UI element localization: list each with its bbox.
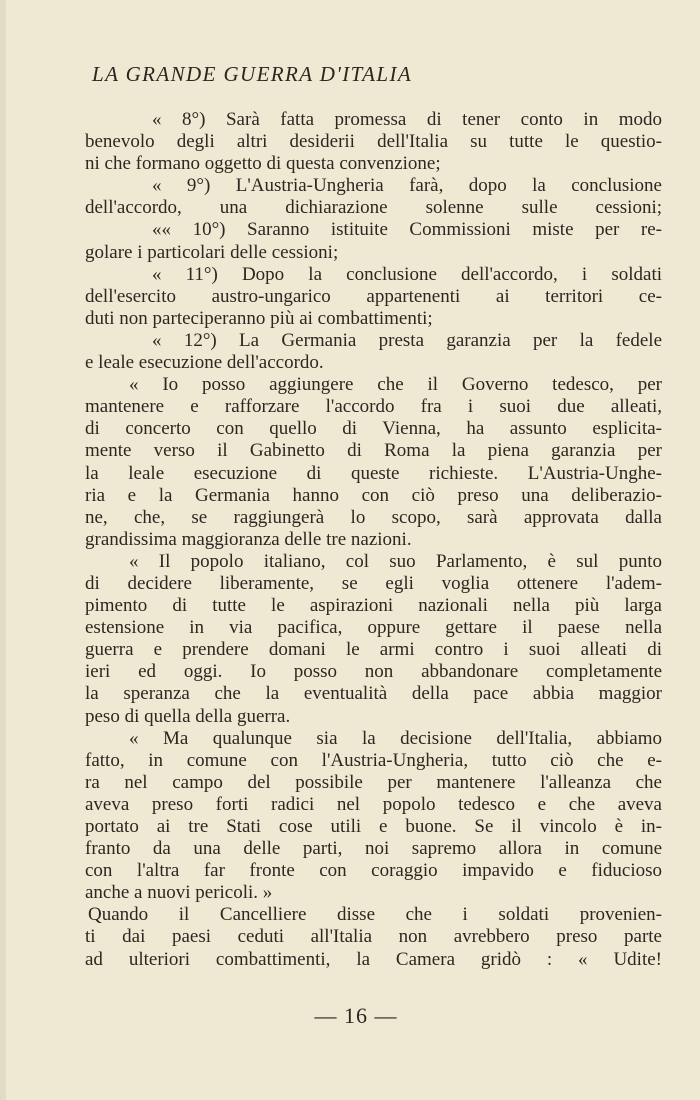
running-title: LA GRANDE GUERRA D'ITALIA: [92, 62, 413, 86]
page-number: — 16 —: [314, 1003, 398, 1028]
text-line: la leale esecuzione di queste richieste. L'Austria-Unghe-: [85, 462, 662, 484]
text-line: guerra e prendere domani le armi contro i suoi alleati di: [85, 639, 662, 661]
text-line: e leale esecuzione dell'accordo.: [85, 352, 324, 374]
text-line: ti dai paesi ceduti all'Italia non avrebbero preso parte: [85, 926, 662, 948]
text-line: portato ai tre Stati cose utili e buone. Se il vincolo è in-: [85, 816, 662, 837]
text-line: duti non parteciperanno più ai combattimenti;: [85, 307, 433, 329]
text-line: Quando il Cancelliere disse che i soldati provenien-: [88, 904, 662, 926]
text-line: ria e la Germania hanno con ciò preso una deliberazio-: [85, 484, 662, 506]
text-line: « Il popolo italiano, col suo Parlamento, è sul punto: [129, 550, 662, 572]
text-line: « 11°) Dopo la conclusione dell'accordo, i soldati: [152, 263, 662, 285]
page-body-text: [85, 109, 662, 971]
text-line: di concerto con quello di Vienna, ha assunto esplicita-: [85, 418, 662, 440]
text-line: mente verso il Gabinetto di Roma la piena garanzia per: [85, 440, 662, 462]
text-line: con l'altra far fronte con coraggio impavido e fiducioso: [85, 860, 662, 882]
text-line: ni che formano oggetto di questa convenzione;: [85, 153, 441, 175]
text-line: aveva preso forti radici nel popolo tedesco e che aveva: [85, 793, 662, 815]
text-line: « 8°) Sarà fatta promessa di tener conto in modo: [152, 109, 662, 130]
text-line: fatto, in comune con l'Austria-Ungheria, tutto ciò che e-: [85, 749, 662, 771]
text-line: golare i particolari delle cessioni;: [85, 241, 339, 263]
text-line: « Ma qualunque sia la decisione dell'Italia, abbiamo: [129, 727, 662, 749]
text-line: mantenere e rafforzare l'accordo fra i suoi due alleati,: [85, 396, 662, 418]
text-line: « 12°) La Germania presta garanzia per la fedele: [152, 329, 662, 351]
text-line: estensione in via pacifica, oppure gettare il paese nella: [85, 617, 662, 639]
text-line: peso di quella della guerra.: [85, 705, 291, 727]
text-line: ad ulteriori combattimenti, la Camera gridò : « Udite!: [85, 948, 662, 970]
text-line: di decidere liberamente, se egli voglia ottenere l'adem-: [85, 572, 662, 594]
text-line: dell'esercito austro-ungarico appartenenti ai territori ce-: [85, 285, 662, 307]
text-line: franto da una delle parti, noi sapremo allora in comune: [85, 838, 662, 860]
text-line: « 9°) L'Austria-Ungheria farà, dopo la conclusione: [152, 175, 662, 197]
text-line: anche a nuovi pericoli. »: [85, 882, 273, 904]
text-line: la speranza che la eventualità della pace abbia maggior: [85, 683, 662, 705]
text-line: ieri ed oggi. Io posso non abbandonare completamente: [85, 661, 662, 683]
text-line: ne, che, se raggiungerà lo scopo, sarà approvata dalla: [85, 506, 662, 528]
text-line: « Io posso aggiungere che il Governo tedesco, per: [129, 374, 662, 396]
text-line: ra nel campo del possibile per mantenere l'alleanza che: [85, 771, 662, 793]
text-line: benevolo degli altri desiderii dell'Italia su tutte le questio-: [85, 131, 662, 153]
text-line: pimento di tutte le aspirazioni nazionali nella più larga: [85, 595, 662, 617]
text-line: dell'accordo, una dichiarazione solenne sulle cessioni;: [85, 197, 662, 219]
text-line: «« 10°) Saranno istituite Commissioni miste per re-: [152, 219, 662, 241]
text-line: grandissima maggioranza delle tre nazioni.: [85, 528, 412, 550]
